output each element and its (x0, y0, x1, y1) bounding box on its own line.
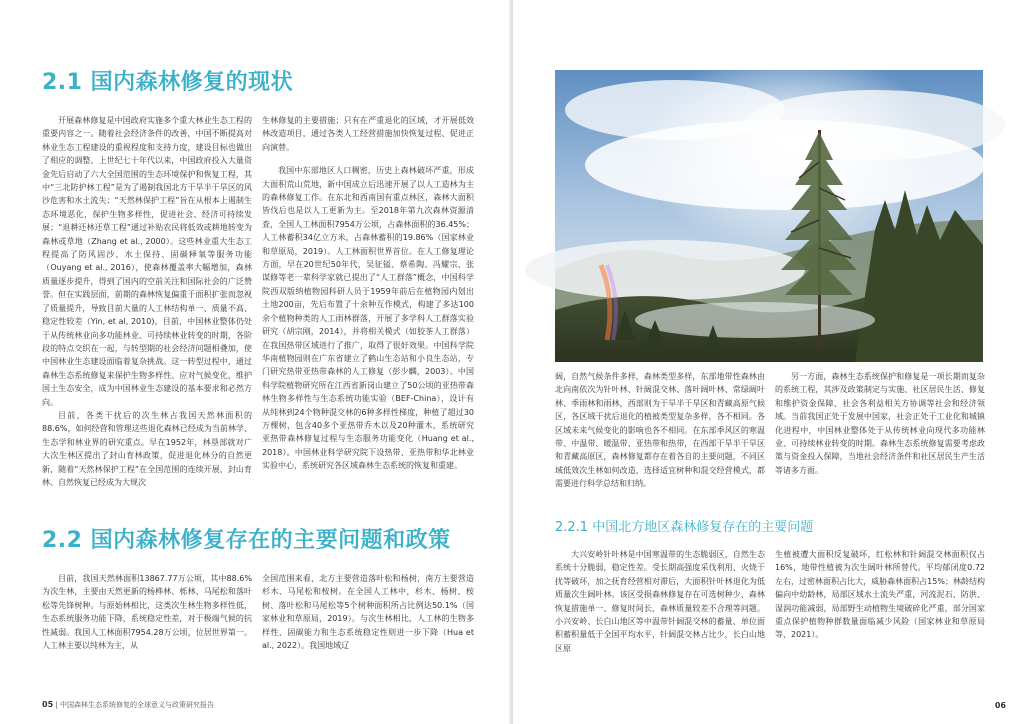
paragraph: 目前，我国天然林面积13867.77万公顷，其中88.6%为次生林，主要由天然更新的杨桦林、栎林、马尾松和落叶松等先锋树种。与原始林相比，这类次生林生物多样性低，生态系统服务功能下降，系统稳定性差，对于极端气候的抗性减弱。我国人工林面积7954.28万公顷，位居世界第一。人工林主要以纯林为主，从 (42, 574, 252, 651)
section-2-1-title: 2.1 国内森林修复的现状 (42, 70, 294, 95)
forest-photo-icon (555, 70, 983, 362)
section-2-2-column-2 (262, 572, 474, 680)
paragraph: 大兴安岭针叶林是中国寒温带的生态脆弱区，自然生态系统十分脆弱，稳定性差。受长期高强度采伐利用、火烧干扰等破坏，加之抚育经营相对滞后，大面积针叶林退化为低质量次生阔叶林。该区受损森林修复存在可选树种少、森林恢复措施单一、修复时间长，森林质量较差不合理等问题。小兴安岭、长白山地区等中温带针阔混交林的蓄量、单位面积蓄积量低于全国平均水平，针阔混交林占比少，长白山地区原 (555, 550, 765, 653)
paragraph: 生林修复的主要措施；只有在严重退化的区域，才开展低效林改造项目，通过各类人工经营措施加快恢复过程、促进正向演替。 (262, 116, 474, 152)
section-2-1-column-1 (42, 114, 252, 487)
paragraph: 生植被遭大面积反复破坏，红松林和针阔混交林面积仅占16%，地带性植被为次生阔叶林所替代。平均郁闭度0.72左右，过密林面积占比大，威胁森林面积占15%；林龄结构偏向中幼龄林，局部区域水土流失严重，河流泥石、防洪、湿润功能减弱，局部野生动植物生境破碎化严重，部分国家重点保护植物种群数量面临减少风险（国家林业和草原局等，2021）。 (775, 550, 985, 640)
section-2-2-title: 2.2 国内森林修复存在的主要问题和政策 (42, 528, 451, 553)
forest-photo (555, 70, 983, 362)
paragraph: 阔，自然气候条件多样，森林类型多样，东部地带性森林由北向南依次为针叶林、针阔混交林、落叶阔叶林、常绿阔叶林、季雨林和雨林，西部则为干旱半干旱区和青藏高原气候区，各区域干扰后退化的植被类型复杂多样，各不相同。各区域未来气候变化的影响也各不相同。在东部季风区的寒温带、中温带、暖温带、亚热带和热带，在西部干旱半干旱区和青藏高原区，森林修复都存在着各自的主要问题，不同区域低效次生林如何改造，选择适宜树种和混交经营模式，都需要进行科学总结和归纳。 (555, 372, 765, 489)
section-2-2-column-1 (42, 572, 252, 680)
section-2-2-1-title: 2.2.1 中国北方地区森林修复存在的主要问题 (555, 520, 814, 535)
paragraph: 我国中东部地区人口稠密，历史上森林破坏严重，形成大面积荒山荒地，新中国成立后迅速开展了以人工造林为主的森林修复工作。在东北和西南国有重点林区，森林大面积皆伐后也是以人工更新为主。至2018年第九次森林资源清查，全国人工林面积7954万公顷，占森林面积的36.45%；人工林蓄积34亿立方米，占森林蓄积的19.86%（国家林业和草原局，2019）。人工林面积世界首位。在人工修复理论方面，早在20世纪50年代，吴征镒、蔡希陶、冯耀宗、张谋修等老一辈科学家就已提出了“人工群落”概念，中国科学院西双版纳植物园科研人员于1959年前后在植物园内划出土地200亩，先后布置了十余种互作模式，构建了多达100余个植物种类的人工雨林群落，开展了多学科人工群落实验研究（胡宗刚，2014），并将相关模式（如胶茶人工群落）在我国热带区域进行了推广，取得了很好效果。中国科学院华南植物园则在广东省建立了鹤山生态站和小良生态站，专门研究热带亚热带森林的人工修复（彭少麟，2003）。中国科学院植物研究所在江西省新岗山建立了50公顷的亚热带森林生物多样性与生态系统功能实验（BEF-China），设计有从纯林到24个物种混交林的6种多样性梯度，种植了超过30万棵树，包含40多个亚热带乔木以及20种灌木，系统研究亚热带森林修复过程与生态服务功能变化（Huang et al., 2018）。中国林业科学研究院下设热带、亚热带和华北林业实验中心，系统研究各区域森林生态系统的恢复和重建。 (262, 166, 474, 471)
right-page (513, 0, 1024, 724)
right-footer (995, 701, 1006, 710)
paragraph: 全国范围来看，北方主要营造落叶松和杨树，南方主要营造杉木、马尾松和桉树。在全国人工林中，杉木、杨树、桉树、落叶松和马尾松等5个树种面积所占比例达50.1%（国家林业和草原局，2019）。与次生林相比，人工林的生物多样性、固碳能力和生态系统稳定性则进一步下降（Hua et al., 2022）。我国地域辽 (262, 574, 474, 651)
report-title: | 中国森林生态系统修复的全球意义与政策研究报告 (55, 701, 214, 709)
section-2-1-column-2 (262, 114, 474, 522)
upper-column-2 (775, 370, 985, 502)
left-page (0, 0, 511, 724)
upper-column-1 (555, 370, 765, 502)
page-number: 06 (994, 701, 1006, 710)
paragraph: 另一方面，森林生态系统保护和修复是一项长期而复杂的系统工程，其涉及政策制定与实施、社区居民生活、修复和维护资金保障、社会各利益相关方协调等社会和经济领域。当前我国正处于发展中国家，社会正处于工业化和城镇化进程中，中国林业整体处于从传统林业向现代多功能林业、可持续林业转变的时期。森林生态系统修复需要考虑政策与资金投入保障，当地社会经济条件和社区居民生产生活等诸多方面。 (775, 372, 985, 475)
paragraph: 开展森林修复是中国政府实施多个重大林业生态工程的重要内容之一。随着社会经济条件的改善，中国不断提高对林业生态工程建设的重视程度和支持力度，建设目标也做出了相应的调整。上世纪七十年代以来，中国政府投入大量资金先后启动了六大全国范围的生态环境保护和恢复工程，其中“三北防护林工程”是为了遏制我国北方干旱半干旱区的风沙危害和水土流失；“天然林保护工程”旨在从根本上遏制生态环境恶化，保护生物多样性，促进社会、经济可持续发展；“退耕还林还草工程”通过补贴农民将低效或耕地转变为森林或草地（Zhang et al., 2000）。这些林业重大生态工程提高了防风固沙、水土保持、固碳释氧等服务功能（Ouyang et al., 2016），使森林覆盖率大幅增加，森林质量逐步提升，得到了国内的空前关注和国际社会的广泛赞誉。但在实践层面，前期的森林恢复偏重于面积扩张而忽视了质量提升，导致目前大量的人工林结构单一、质量不高、稳定性较差（Yin, et al, 2010)。目前，中国林业整体仍处于从传统林业向多功能林业、可持续林业转变的时期，各阶段的特点交织在一起，与转型期的社会经济问题相叠加，使中国林业生态建设面临着复杂挑战。这一转型过程中，通过森林生态系统修复来保护生物多样性、应对气候变化，维护国土生态安全，成为中国林业生态建设的基本要求和必然方向。 (42, 116, 252, 407)
page-number: 05 (42, 700, 54, 709)
left-footer (42, 700, 214, 710)
section-2-2-1-column-1 (555, 548, 765, 680)
paragraph: 目前，各类干扰后的次生林占我国天然林面积的88.6%，如何经营和管理这些退化森林已经成为当前林学、生态学和林业界的研究重点。早在1952年，林垦部就对广大次生林区提出了封山育林政策，促进退化林分的自然更新，随着“天然林保护工程”在全国范围的连续开展，封山育林、自然恢复已经成为大规次 (42, 410, 252, 487)
section-2-2-1-column-2 (775, 548, 985, 680)
